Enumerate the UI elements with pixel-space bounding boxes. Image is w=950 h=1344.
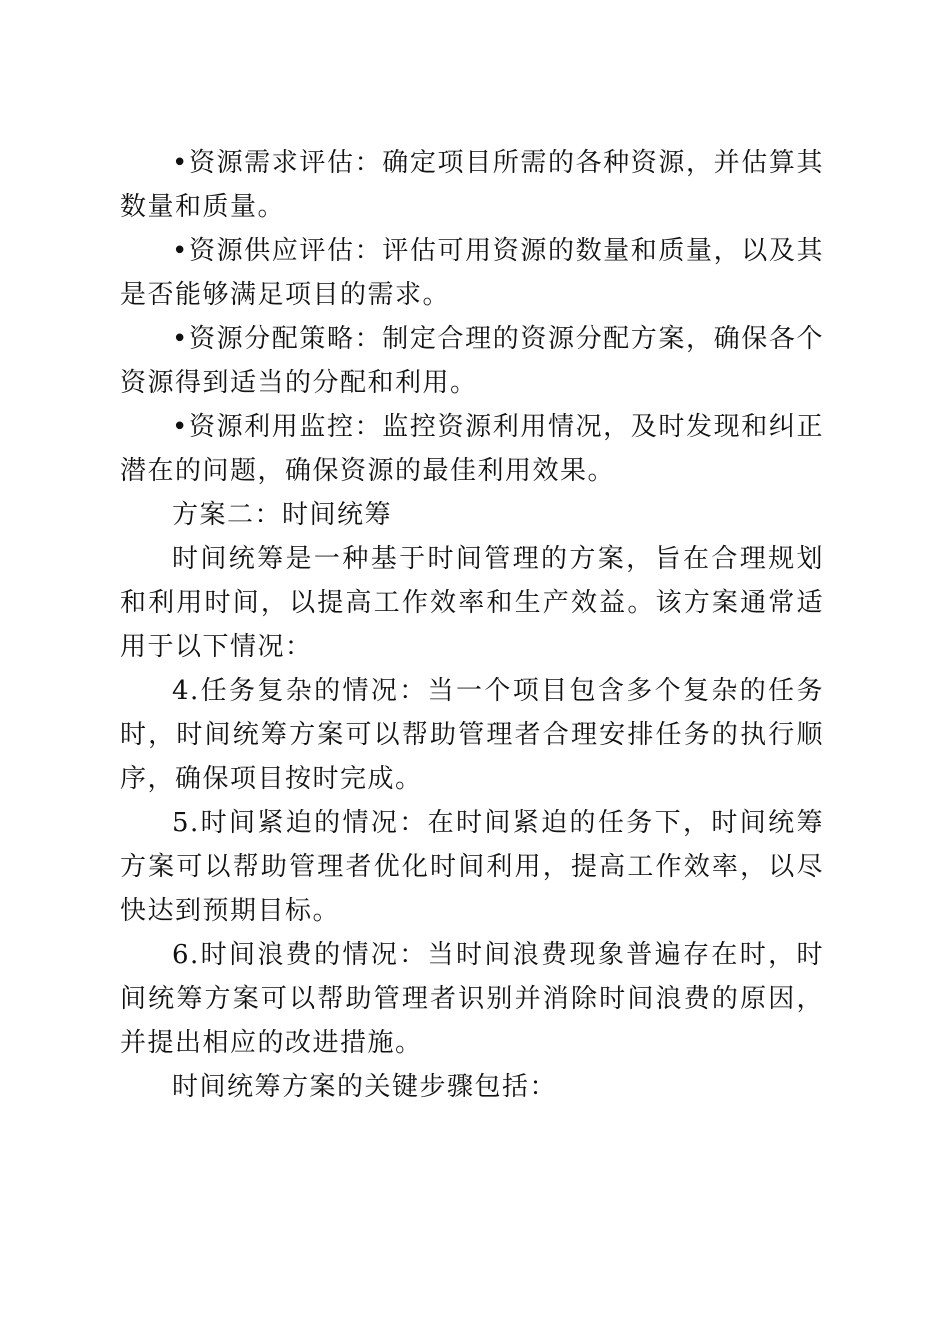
bullet-resource-allocation: •资源分配策略：制定合理的资源分配方案，确保各个资源得到适当的分配和利用。 [120, 324, 824, 398]
bullet-resource-supply: •资源供应评估：评估可用资源的数量和质量，以及其是否能够满足项目的需求。 [120, 236, 824, 310]
paragraph-time-planning-intro: 时间统筹是一种基于时间管理的方案，旨在合理规划和利用时间，以提高工作效率和生产效益。该方案通常适用于以下情况： [120, 544, 824, 662]
document-body [120, 141, 824, 1109]
list-item-complex-tasks: 4.任务复杂的情况：当一个项目包含多个复杂的任务时，时间统筹方案可以帮助管理者合理安排任务的执行顺序，确保项目按时完成。 [120, 676, 824, 794]
list-item-time-waste: 6.时间浪费的情况：当时间浪费现象普遍存在时，时间统筹方案可以帮助管理者识别并消除时间浪费的原因，并提出相应的改进措施。 [120, 940, 824, 1058]
bullet-resource-demand: •资源需求评估：确定项目所需的各种资源，并估算其数量和质量。 [120, 148, 824, 222]
paragraph-key-steps: 时间统筹方案的关键步骤包括： [172, 1072, 558, 1102]
list-item-urgent-time: 5.时间紧迫的情况：在时间紧迫的任务下，时间统筹方案可以帮助管理者优化时间利用，提高工作效率，以尽快达到预期目标。 [120, 808, 824, 926]
bullet-resource-monitoring: •资源利用监控：监控资源利用情况，及时发现和纠正潜在的问题，确保资源的最佳利用效果。 [120, 412, 824, 486]
section-heading-plan-two: 方案二：时间统筹 [172, 500, 393, 530]
